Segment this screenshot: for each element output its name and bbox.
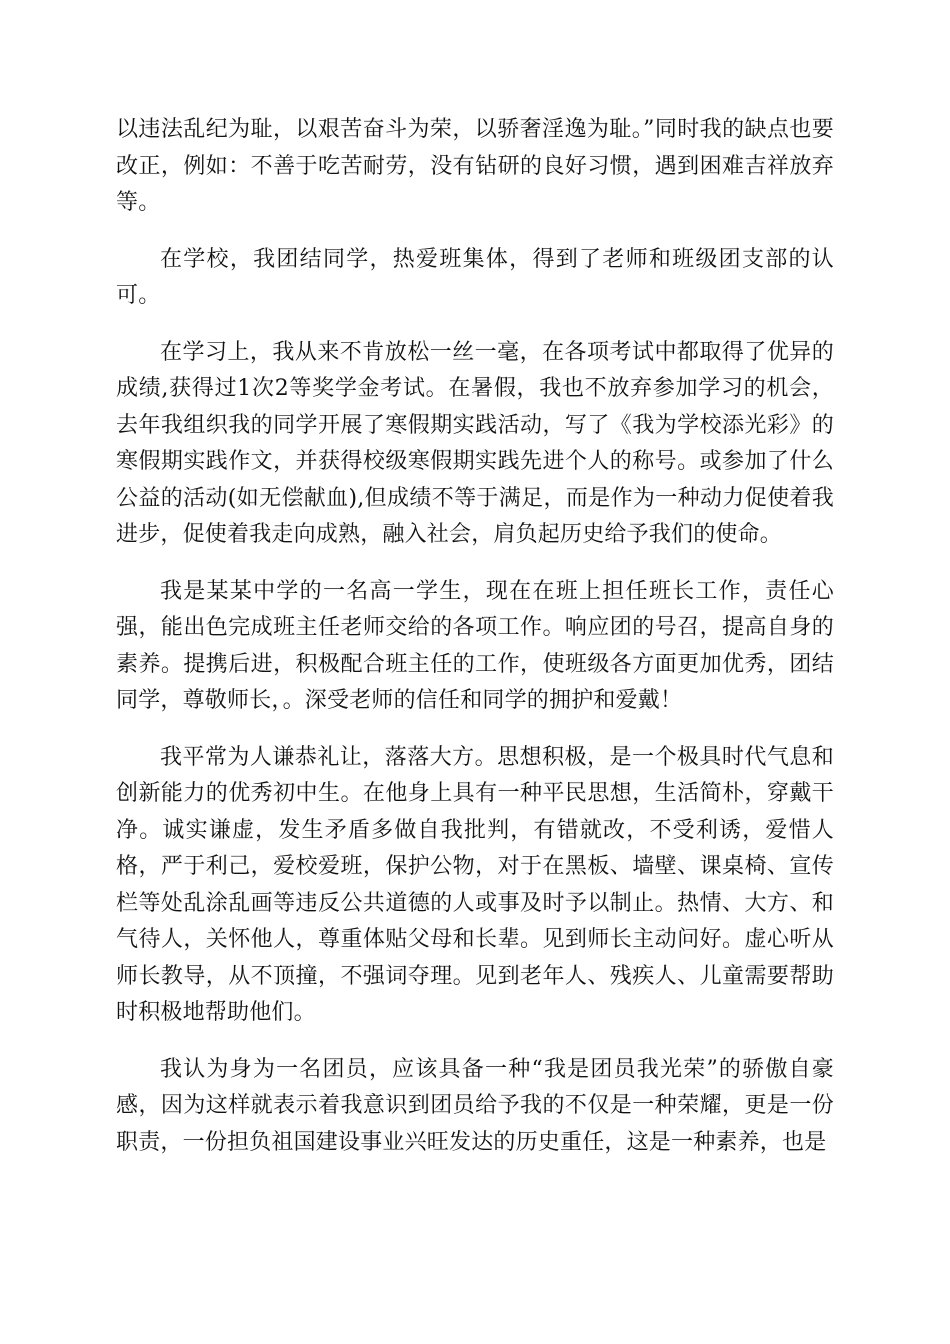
paragraph-shortcomings: 以违法乱纪为耻，以艰苦奋斗为荣，以骄奢淫逸为耻。”同时我的缺点也要改正，例如：不善于吃苦耐劳，没有钻研的良好习惯，遇到困难吉祥放弃等。: [116, 117, 834, 215]
paragraph-league-member: 我认为身为一名团员，应该具备一种“我是团员我光荣”的骄傲自豪感，因为这样就表示着我意识到团员给予我的不仅是一种荣耀，更是一份职责，一份担负祖国建设事业兴旺发达的历史重任，这是一种素养，也是: [116, 1056, 834, 1155]
paragraph-character: 我平常为人谦恭礼让，落落大方。思想积极，是一个极具时代气息和创新能力的优秀初中生。在他身上具有一种平民思想，生活简朴，穿戴干净。诚实谦虚，发生矛盾多做自我批判，有错就改，不受利诱，爱惜人格，严于利己，爱校爱班，保护公物，对于在黑板、墙壁、课桌椅、宣传栏等处乱涂乱画等违反公共道德的人或事及时予以制止。热情、大方、和气待人，关怀他人，尊重体贴父母和长辈。见到师长主动问好。虚心听从师长教导，从不顶撞，不强词夺理。见到老年人、残疾人、儿童需要帮助时积极地帮助他们。: [116, 744, 834, 1025]
document-body: [116, 112, 834, 1181]
paragraph-study: 在学习上，我从来不肯放松一丝一毫，在各项考试中都取得了优异的成绩,获得过1次2等奖学金考试。在暑假，我也不放弃参加学习的机会，去年我组织我的同学开展了寒假期实践活动，写了《我为学校添光彩》的寒假期实践作文，并获得校级寒假期实践先进个人的称号。或参加了什么公益的活动(如无偿献血),但成绩不等于满足，而是作为一种动力促使着我进步，促使着我走向成熟，融入社会，肩负起历史给予我们的使命。: [116, 339, 834, 547]
paragraph-school: 在学校，我团结同学，热爱班集体，得到了老师和班级团支部的认可。: [116, 246, 834, 308]
paragraph-class-monitor: 我是某某中学的一名高一学生，现在在班上担任班长工作，责任心强，能出色完成班主任老师交给的各项工作。响应团的号召，提高自身的素养。提携后进，积极配合班主任的工作，使班级各方面更加优秀，团结同学，尊敬师长，。深受老师的信任和同学的拥护和爱戴！: [116, 578, 834, 713]
